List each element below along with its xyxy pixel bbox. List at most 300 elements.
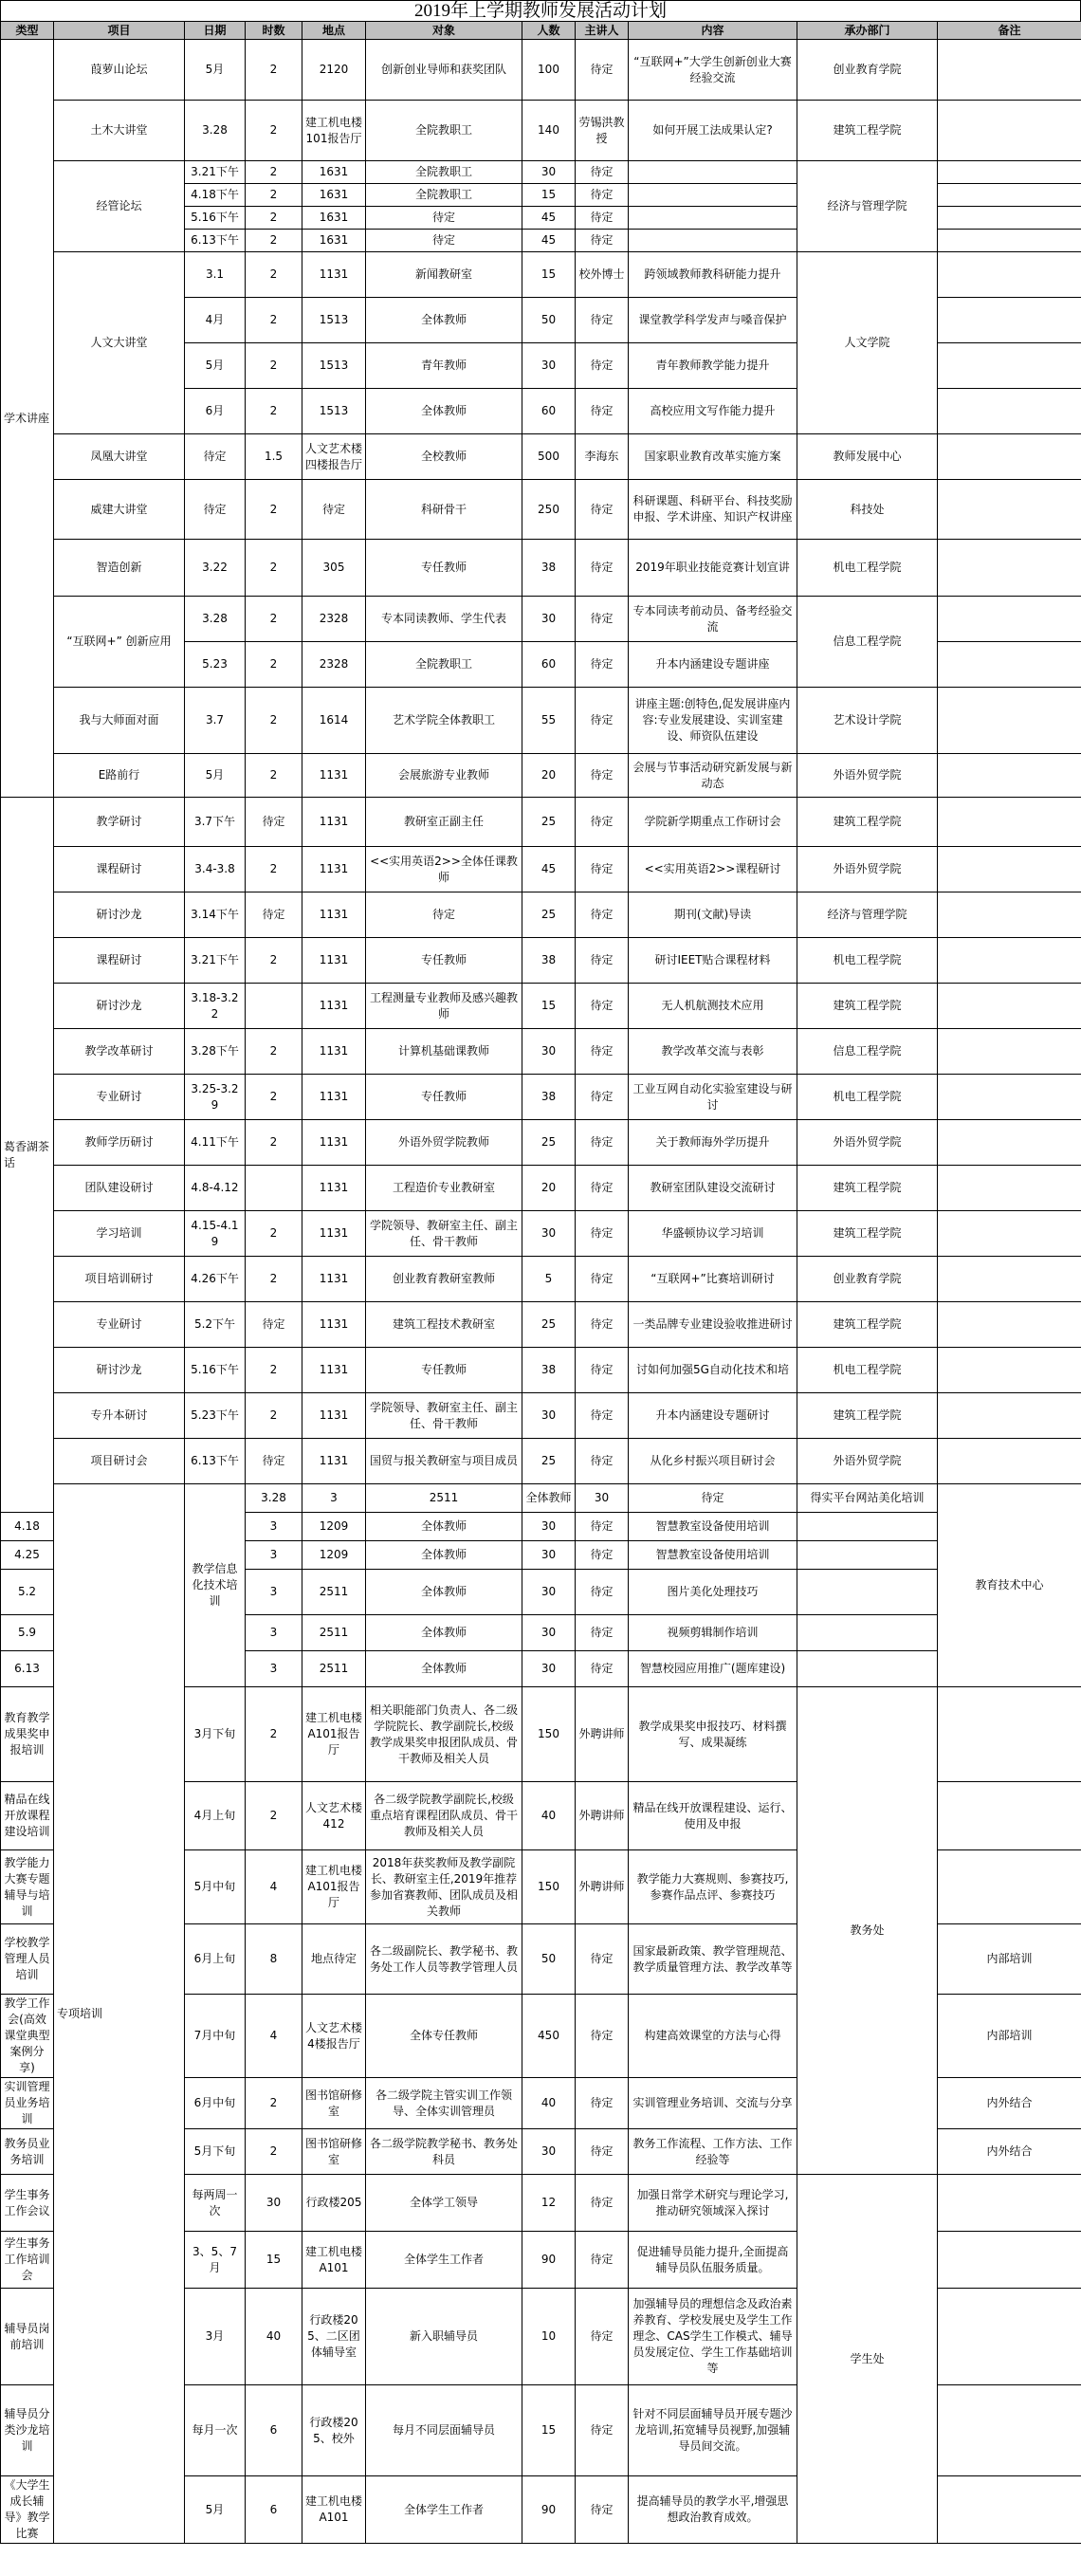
table-cell: 经济与管理学院 [797, 892, 938, 938]
table-cell: 8 [246, 1924, 302, 1995]
table-cell: 15 [522, 2385, 576, 2476]
table-cell [938, 184, 1081, 207]
table-cell: 待定 [576, 847, 629, 892]
table-cell: 教务员业务培训 [1, 2129, 54, 2175]
header-department: 承办部门 [797, 22, 938, 40]
table-cell: 2019年职业技能竞赛计划宣讲 [629, 540, 797, 597]
table-cell: 待定 [366, 207, 522, 230]
table-cell: 1513 [302, 298, 366, 343]
table-cell [938, 2232, 1081, 2289]
table-cell: 4 [246, 1850, 302, 1924]
table-cell [938, 2175, 1081, 2232]
table-cell: 30 [522, 1541, 576, 1570]
table-cell: 待定 [576, 1570, 629, 1615]
table-cell: 1131 [302, 1393, 366, 1439]
table-cell: 2 [246, 1687, 302, 1782]
table-cell: 辅导员岗前培训 [1, 2289, 54, 2385]
table-cell: 500 [522, 434, 576, 480]
table-cell: 得实平台网站美化培训 [797, 1484, 938, 1513]
table-cell: 待定 [576, 1302, 629, 1348]
table-cell: 1131 [302, 1302, 366, 1348]
table-cell: 机电工程学院 [797, 1075, 938, 1120]
table-cell: 专项培训 [54, 1484, 185, 2544]
table-cell: 待定 [576, 1393, 629, 1439]
table-cell: 40 [246, 2289, 302, 2385]
table-cell: 工业互网自动化实验室建设与研讨 [629, 1075, 797, 1120]
table-cell: 人文学院 [797, 252, 938, 434]
table-cell: 创新创业导师和获奖团队 [366, 40, 522, 101]
table-cell: 每月不同层面辅导员 [366, 2385, 522, 2476]
table-cell: 待定 [185, 480, 246, 540]
page-title: 2019年上学期教师发展活动计划 [0, 0, 1081, 21]
table-cell: 建工机电楼A101报告厅 [302, 1850, 366, 1924]
table-cell: 教学改革研讨 [54, 1029, 185, 1075]
table-cell: 待定 [576, 597, 629, 642]
table-cell: 待定 [366, 230, 522, 252]
table-cell: 2 [246, 480, 302, 540]
table-cell: 5月中旬 [185, 1850, 246, 1924]
table-cell: 3.28 [185, 101, 246, 161]
table-cell [938, 1120, 1081, 1166]
table-cell: 学院新学期重点工作研讨会 [629, 798, 797, 847]
table-cell: 实训管理业务培训、交流与分享 [629, 2078, 797, 2129]
table-cell: 创业教育教研室教师 [366, 1257, 522, 1302]
table-cell: 4 [246, 1995, 302, 2078]
table-cell: 专任教师 [366, 540, 522, 597]
table-cell [938, 754, 1081, 798]
table-cell: 3 [246, 1615, 302, 1651]
table-cell: 45 [522, 230, 576, 252]
table-cell: 待定 [576, 2385, 629, 2476]
table-cell: 建筑工程学院 [797, 984, 938, 1029]
table-cell: 构建高效课堂的方法与心得 [629, 1995, 797, 2078]
table-cell: 全体教师 [366, 389, 522, 434]
table-cell: 外语外贸学院 [797, 1120, 938, 1166]
table-cell: 1614 [302, 688, 366, 754]
table-cell [938, 1211, 1081, 1257]
table-cell: 教务工作流程、工作方法、工作经验等 [629, 2129, 797, 2175]
table-cell: 专本同读考前动员、备考经验交流 [629, 597, 797, 642]
table-cell: <<实用英语2>>全体任课教师 [366, 847, 522, 892]
table-cell: 待定 [576, 1075, 629, 1120]
table-cell: 建筑工程技术教研室 [366, 1302, 522, 1348]
table-cell: 待定 [576, 1166, 629, 1211]
table-cell: 1131 [302, 1075, 366, 1120]
table-cell [797, 1541, 938, 1570]
table-cell: 4.18 [1, 1513, 54, 1541]
table-cell: 关于教师海外学历提升 [629, 1120, 797, 1166]
table-cell: 450 [522, 1995, 576, 2078]
table-cell: 科研课题、科研平台、科技奖励申报、学术讲座、知识产权讲座 [629, 480, 797, 540]
header-remarks: 备注 [938, 22, 1081, 40]
table-cell: 行政楼205、校外 [302, 2385, 366, 2476]
table-cell: 5月 [185, 2476, 246, 2544]
table-row [1, 1120, 1081, 1166]
table-cell: 图片美化处理技巧 [629, 1570, 797, 1615]
table-cell: 1131 [302, 252, 366, 298]
table-cell: 项目研讨会 [54, 1439, 185, 1484]
table-cell: 2 [246, 230, 302, 252]
table-cell: 15 [522, 984, 576, 1029]
table-row [1, 688, 1081, 754]
table-cell: 3、5、7月 [185, 2232, 246, 2289]
header-count: 人数 [522, 22, 576, 40]
table-cell: 经济与管理学院 [797, 161, 938, 252]
table-cell: 跨领域教师教科研能力提升 [629, 252, 797, 298]
table-cell: 2328 [302, 642, 366, 688]
table-cell: 外语外贸学院 [797, 847, 938, 892]
table-cell: 4.8-4.12 [185, 1166, 246, 1211]
table-cell: 智慧校园应用推广(题库建设) [629, 1651, 797, 1687]
table-cell: 建工机电楼A101 [302, 2232, 366, 2289]
table-cell: 专升本研讨 [54, 1393, 185, 1439]
table-cell: 2 [246, 1029, 302, 1075]
table-cell: 1131 [302, 1211, 366, 1257]
table-cell: 2 [246, 1075, 302, 1120]
table-cell: 高校应用文写作能力提升 [629, 389, 797, 434]
table-cell [938, 298, 1081, 343]
header-location: 地点 [302, 22, 366, 40]
table-cell: 1131 [302, 1348, 366, 1393]
table-cell: 信息工程学院 [797, 597, 938, 688]
table-cell: 建工机电楼A101 [302, 2476, 366, 2544]
table-cell: 智慧教室设备使用培训 [629, 1513, 797, 1541]
table-cell: 教师发展中心 [797, 434, 938, 480]
table-cell: 140 [522, 101, 576, 161]
table-row [1, 1484, 1081, 1513]
table-cell: 项目培训研讨 [54, 1257, 185, 1302]
table-cell: 60 [522, 389, 576, 434]
table-cell: 45 [522, 207, 576, 230]
table-cell: 2 [246, 1120, 302, 1166]
table-cell: 国贸与报关教研室与项目成员 [366, 1439, 522, 1484]
table-cell [938, 161, 1081, 184]
table-cell: 讨如何加强5G自动化技术和培 [629, 1348, 797, 1393]
table-cell: 每两周一次 [185, 2175, 246, 2232]
table-cell [629, 230, 797, 252]
table-cell: 会展旅游专业教师 [366, 754, 522, 798]
table-cell: 40 [522, 1782, 576, 1850]
table-cell: 3 [246, 1541, 302, 1570]
table-cell: 6月 [185, 389, 246, 434]
table-cell: 1513 [302, 389, 366, 434]
table-cell: 305 [302, 540, 366, 597]
table-cell [629, 207, 797, 230]
table-cell: 建筑工程学院 [797, 1302, 938, 1348]
table-cell: “互联网+”比赛培训研讨 [629, 1257, 797, 1302]
table-cell: 30 [522, 1029, 576, 1075]
table-cell: 加强日常学术研究与理论学习,推动研究领域深入探讨 [629, 2175, 797, 2232]
table-cell: 教务处 [797, 1687, 938, 2175]
table-cell: 教育教学成果奖申报培训 [1, 1687, 54, 1782]
table-cell: 建工机电楼A101报告厅 [302, 1687, 366, 1782]
table-cell: 行政楼205 [302, 2175, 366, 2232]
table-cell: 讲座主题:创特色,促发展讲座内容:专业发展建设、实训室建设、师资队伍建设 [629, 688, 797, 754]
table-cell: 待定 [576, 754, 629, 798]
table-cell: 各二级学院教学秘书、教务处科员 [366, 2129, 522, 2175]
table-cell: 研讨沙龙 [54, 1348, 185, 1393]
table-cell: 待定 [576, 1257, 629, 1302]
table-cell: 外聘讲师 [576, 1782, 629, 1850]
table-cell: 25 [522, 798, 576, 847]
table-cell: 待定 [576, 2078, 629, 2129]
header-content: 内容 [629, 22, 797, 40]
table-cell: 30 [246, 2175, 302, 2232]
table-cell [938, 540, 1081, 597]
table-cell: 教学改革交流与表彰 [629, 1029, 797, 1075]
table-cell: 华盛顿协议学习培训 [629, 1211, 797, 1257]
table-cell: 6 [246, 2385, 302, 2476]
table-cell: 学校教学管理人员培训 [1, 1924, 54, 1995]
table-cell [938, 2385, 1081, 2476]
table-cell: 智造创新 [54, 540, 185, 597]
table-cell: 待定 [576, 2289, 629, 2385]
table-cell: 40 [522, 2078, 576, 2129]
table-cell: 凤凰大讲堂 [54, 434, 185, 480]
table-cell: 研讨沙龙 [54, 984, 185, 1029]
table-cell: 2511 [302, 1615, 366, 1651]
table-cell [938, 1850, 1081, 1924]
table-cell: 经管论坛 [54, 161, 185, 252]
table-cell: 全体教师 [366, 1541, 522, 1570]
table-cell [246, 984, 302, 1029]
table-cell: 内外结合 [938, 2078, 1081, 2129]
table-cell: 2 [246, 642, 302, 688]
table-cell: 3 [302, 1484, 366, 1513]
table-cell: 待定 [302, 480, 366, 540]
table-cell: 团队建设研讨 [54, 1166, 185, 1211]
table-cell: 新入职辅导员 [366, 2289, 522, 2385]
table-cell: 2 [246, 101, 302, 161]
table-cell: “互联网+” 创新应用 [54, 597, 185, 688]
table-cell: 90 [522, 2476, 576, 2544]
table-cell: 150 [522, 1687, 576, 1782]
table-cell: 4月上旬 [185, 1782, 246, 1850]
table-row [1, 434, 1081, 480]
table-cell: 2 [246, 184, 302, 207]
table-cell: 针对不同层面辅导员开展专题沙龙培训,拓宽辅导员视野,加强辅导员间交流。 [629, 2385, 797, 2476]
table-cell: 学院领导、教研室主任、副主任、骨干教师 [366, 1211, 522, 1257]
table-cell: 《大学生成长辅导》教学比赛 [1, 2476, 54, 2544]
table-cell: 图书馆研修室 [302, 2129, 366, 2175]
table-cell: 90 [522, 2232, 576, 2289]
table-cell: 6月中旬 [185, 2078, 246, 2129]
table-cell: 2 [246, 1393, 302, 1439]
table-cell: 30 [522, 597, 576, 642]
table-cell [938, 1782, 1081, 1850]
table-cell: 教研室正副主任 [366, 798, 522, 847]
table-row [1, 1348, 1081, 1393]
table-cell: 土木大讲堂 [54, 101, 185, 161]
table-cell: 1131 [302, 1120, 366, 1166]
table-cell: 创业教育学院 [797, 1257, 938, 1302]
table-cell: 专任教师 [366, 938, 522, 984]
table-cell [938, 1393, 1081, 1439]
table-cell [629, 184, 797, 207]
table-cell: 无人机航测技术应用 [629, 984, 797, 1029]
table-cell: 2511 [366, 1484, 522, 1513]
table-row [1, 480, 1081, 540]
table-cell: 促进辅导员能力提升,全面提高辅导员队伍服务质量。 [629, 2232, 797, 2289]
table-cell: 2 [246, 389, 302, 434]
table-cell: 建筑工程学院 [797, 1393, 938, 1439]
table-cell: “互联网+”大学生创新创业大赛经验交流 [629, 40, 797, 101]
table-cell: 38 [522, 1075, 576, 1120]
table-cell: 建筑工程学院 [797, 1211, 938, 1257]
table-cell [938, 892, 1081, 938]
table-cell: 全院教职工 [366, 642, 522, 688]
table-cell: 人文艺术楼4楼报告厅 [302, 1995, 366, 2078]
table-cell: 全校教师 [366, 434, 522, 480]
table-cell: 50 [522, 1924, 576, 1995]
table-cell: 艺术学院全体教职工 [366, 688, 522, 754]
table-cell: 待定 [576, 1651, 629, 1687]
table-cell: 期刊(文献)导读 [629, 892, 797, 938]
table-cell: 30 [522, 1651, 576, 1687]
table-cell: 6月上旬 [185, 1924, 246, 1995]
table-cell: 机电工程学院 [797, 938, 938, 984]
table-row [1, 101, 1081, 161]
table-cell: 精品在线开放课程建设、运行、使用及申报 [629, 1782, 797, 1850]
table-row [1, 1075, 1081, 1120]
table-cell: 待定 [576, 642, 629, 688]
table-cell: 教学信息化技术培训 [185, 1484, 246, 1687]
table-cell: 5.2 [1, 1570, 54, 1615]
table-cell: 待定 [576, 2232, 629, 2289]
table-row [1, 1166, 1081, 1211]
table-cell: 全体学生工作者 [366, 2232, 522, 2289]
table-row [1, 754, 1081, 798]
table-cell [938, 2476, 1081, 2544]
table-cell: 加强辅导员的理想信念及政治素养教育、学校发展史及学生工作理念、CAS学生工作模式、辅导员发展定位、学生工作基础培训等 [629, 2289, 797, 2385]
header-category: 类型 [1, 22, 54, 40]
table-cell: 3.28 [246, 1484, 302, 1513]
table-cell: 1209 [302, 1513, 366, 1541]
table-cell: 待定 [576, 40, 629, 101]
table-cell: 3 [246, 1570, 302, 1615]
table-cell [938, 207, 1081, 230]
table-cell: 全体教师 [366, 298, 522, 343]
table-cell: 全院教职工 [366, 101, 522, 161]
table-cell [938, 434, 1081, 480]
table-cell: 全体教师 [522, 1484, 576, 1513]
table-cell: 地点待定 [302, 1924, 366, 1995]
table-cell [797, 1651, 938, 1687]
table-cell: 3.25-3.29 [185, 1075, 246, 1120]
table-cell [797, 1513, 938, 1541]
table-cell: 待定 [576, 688, 629, 754]
table-cell: 待定 [576, 1615, 629, 1651]
table-cell: 建筑工程学院 [797, 101, 938, 161]
table-cell [938, 389, 1081, 434]
table-cell: 全体学生工作者 [366, 2476, 522, 2544]
table-cell: 学生事务工作培训会 [1, 2232, 54, 2289]
table-cell: 6 [246, 2476, 302, 2544]
table-cell: 2 [246, 1257, 302, 1302]
table-cell: 科技处 [797, 480, 938, 540]
table-cell: 待定 [576, 184, 629, 207]
table-cell: 待定 [576, 1513, 629, 1541]
table-cell: 2 [246, 161, 302, 184]
table-cell: 3.18-3.22 [185, 984, 246, 1029]
table-cell: 研讨沙龙 [54, 892, 185, 938]
table-cell [629, 161, 797, 184]
table-cell: 升本内涵建设专题研讨 [629, 1393, 797, 1439]
table-cell [938, 343, 1081, 389]
table-cell: 1631 [302, 207, 366, 230]
table-cell: 5月下旬 [185, 2129, 246, 2175]
table-cell: E路前行 [54, 754, 185, 798]
header-row [1, 22, 1081, 40]
table-cell: 30 [522, 2129, 576, 2175]
table-cell: 信息工程学院 [797, 1029, 938, 1075]
table-cell: 内部培训 [938, 1995, 1081, 2078]
table-cell: 25 [522, 1302, 576, 1348]
table-cell: 建筑工程学院 [797, 1166, 938, 1211]
table-cell: 待定 [576, 1541, 629, 1570]
table-cell: 实训管理员业务培训 [1, 2078, 54, 2129]
table-cell: 教学工作会(高效课堂典型案例分享) [1, 1995, 54, 2078]
table-cell: 1131 [302, 892, 366, 938]
table-cell: 人文艺术楼四楼报告厅 [302, 434, 366, 480]
table-cell: 待定 [576, 1924, 629, 1995]
table-cell: 国家职业教育改革实施方案 [629, 434, 797, 480]
table-cell: 6.13下午 [185, 230, 246, 252]
table-cell: 待定 [576, 984, 629, 1029]
table-row [1, 252, 1081, 298]
table-cell: 待定 [576, 230, 629, 252]
table-cell: 15 [246, 2232, 302, 2289]
table-cell [938, 688, 1081, 754]
table-row [1, 1257, 1081, 1302]
table-cell: 1131 [302, 1166, 366, 1211]
table-cell: 5.23 [185, 642, 246, 688]
table-cell: 待定 [576, 1029, 629, 1075]
table-cell: 38 [522, 1348, 576, 1393]
table-cell: 25 [522, 1439, 576, 1484]
table-cell: 全体教师 [366, 1651, 522, 1687]
table-cell: 2511 [302, 1570, 366, 1615]
table-cell: 内外结合 [938, 2129, 1081, 2175]
table-cell: 一类品牌专业建设验收推进研讨 [629, 1302, 797, 1348]
table-cell: 2 [246, 2078, 302, 2129]
table-cell [938, 984, 1081, 1029]
table-cell: 全体学工领导 [366, 2175, 522, 2232]
table-cell: <<实用英语2>>课程研讨 [629, 847, 797, 892]
table-cell: 5.16下午 [185, 1348, 246, 1393]
table-cell: 课程研讨 [54, 938, 185, 984]
table-cell: 2 [246, 343, 302, 389]
table-cell: 2 [246, 847, 302, 892]
table-cell: 50 [522, 298, 576, 343]
table-cell: 1131 [302, 754, 366, 798]
table-cell: 待定 [576, 1995, 629, 2078]
table-cell: 4.25 [1, 1541, 54, 1570]
table-cell: 待定 [576, 161, 629, 184]
table-cell: 待定 [185, 434, 246, 480]
table-cell: 新闻教研室 [366, 252, 522, 298]
table-cell: 30 [522, 1570, 576, 1615]
table-cell [938, 2289, 1081, 2385]
table-row [1, 40, 1081, 101]
table-cell: 葛香湖茶话 [1, 798, 54, 1513]
table-cell: 待定 [576, 1211, 629, 1257]
table-cell: 提高辅导员的教学水平,增强思想政治教育成效。 [629, 2476, 797, 2544]
table-cell: 15 [522, 184, 576, 207]
table-cell: 3.7 [185, 688, 246, 754]
table-cell: 全体教师 [366, 1615, 522, 1651]
table-cell [938, 101, 1081, 161]
